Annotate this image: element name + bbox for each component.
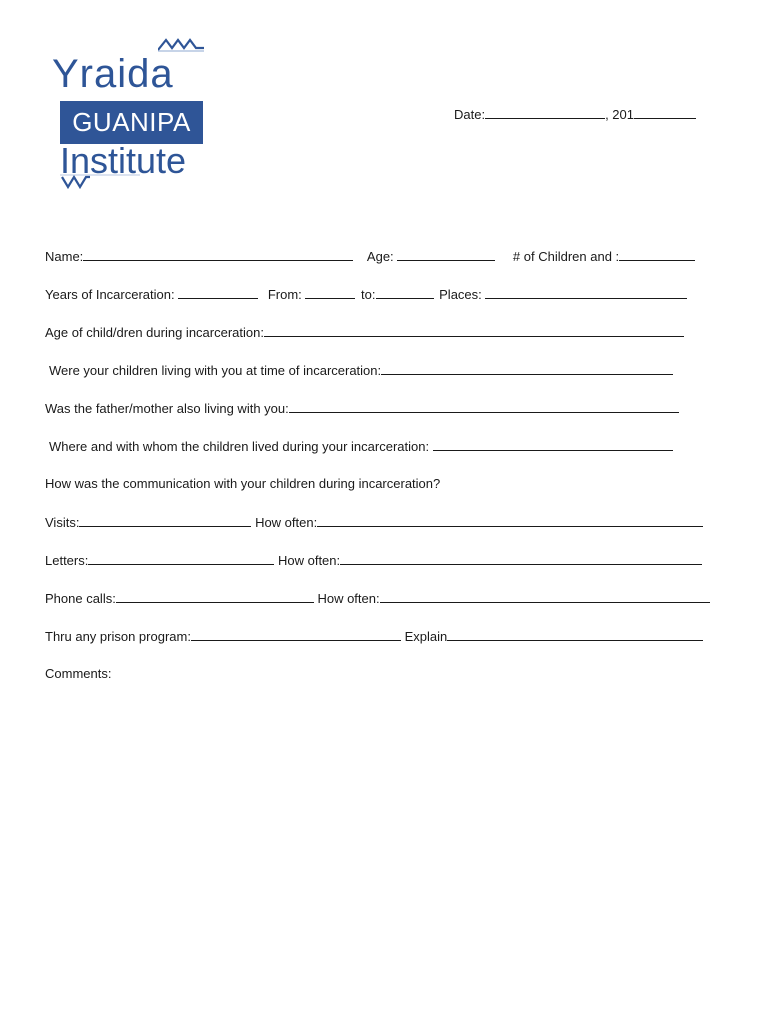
wave-bottom-icon xyxy=(60,173,140,191)
from-field[interactable] xyxy=(305,286,355,299)
phone-field[interactable] xyxy=(116,590,314,603)
visits-row xyxy=(45,514,703,531)
children-field[interactable] xyxy=(619,248,695,261)
where-field[interactable] xyxy=(433,438,673,451)
logo-institute-text: Institute xyxy=(60,140,187,181)
to-field[interactable] xyxy=(376,286,434,299)
visits-often-field[interactable] xyxy=(317,514,703,527)
years-field[interactable] xyxy=(178,286,258,299)
visits-often-label: How often: xyxy=(255,515,318,530)
father-mother-label: Was the father/mother also living with you: xyxy=(45,401,289,416)
age-children-field[interactable] xyxy=(264,324,684,337)
name-row xyxy=(45,248,695,265)
year-label: , 201 xyxy=(605,107,634,122)
wave-top-icon xyxy=(158,38,204,52)
father-mother-row xyxy=(45,400,679,417)
living-label: Were your children living with you at time of incarceration: xyxy=(49,363,382,378)
phone-label: Phone calls: xyxy=(45,591,116,606)
letters-field[interactable] xyxy=(88,552,274,565)
date-label: Date: xyxy=(454,107,486,122)
logo-guanipa-box xyxy=(60,101,203,144)
year-field[interactable] xyxy=(634,106,696,119)
years-row xyxy=(45,286,687,303)
logo-yraida-text: Yraida xyxy=(52,52,174,96)
from-label: From: xyxy=(267,287,302,302)
age-children-row xyxy=(45,324,684,341)
father-mother-field[interactable] xyxy=(289,400,679,413)
phone-row xyxy=(45,590,710,607)
institute-logo xyxy=(50,38,210,188)
age-label: Age: xyxy=(366,249,394,264)
program-row xyxy=(45,628,703,645)
name-label: Name: xyxy=(45,249,84,264)
program-field[interactable] xyxy=(191,628,401,641)
to-label: to: xyxy=(361,287,376,302)
comments-label: Comments: xyxy=(45,666,112,681)
visits-label: Visits: xyxy=(45,515,80,530)
letters-label: Letters: xyxy=(45,553,89,568)
letters-row xyxy=(45,552,702,569)
phone-often-field[interactable] xyxy=(380,590,710,603)
communication-question: How was the communication with your children during incarceration? xyxy=(45,476,441,491)
name-field[interactable] xyxy=(83,248,353,261)
age-field[interactable] xyxy=(397,248,495,261)
date-field[interactable] xyxy=(485,106,605,119)
visits-field[interactable] xyxy=(79,514,251,527)
living-row xyxy=(49,362,673,379)
years-label: Years of Incarceration: xyxy=(45,287,175,302)
places-field[interactable] xyxy=(485,286,687,299)
letters-often-label: How often: xyxy=(277,553,341,568)
where-row xyxy=(49,438,673,455)
explain-field[interactable] xyxy=(447,628,703,641)
age-children-label: Age of child/dren during incarceration: xyxy=(45,325,264,340)
places-label: Places: xyxy=(439,287,482,302)
program-label: Thru any prison program: xyxy=(45,629,191,644)
children-label: # of Children and : xyxy=(512,249,620,264)
logo-guanipa-text: GUANIPA xyxy=(72,107,191,137)
phone-often-label: How often: xyxy=(317,591,380,606)
date-row xyxy=(454,106,696,123)
explain-label: Explain xyxy=(404,629,448,644)
where-label: Where and with whom the children lived during your incarceration: xyxy=(49,439,430,454)
letters-often-field[interactable] xyxy=(340,552,702,565)
living-field[interactable] xyxy=(381,362,673,375)
